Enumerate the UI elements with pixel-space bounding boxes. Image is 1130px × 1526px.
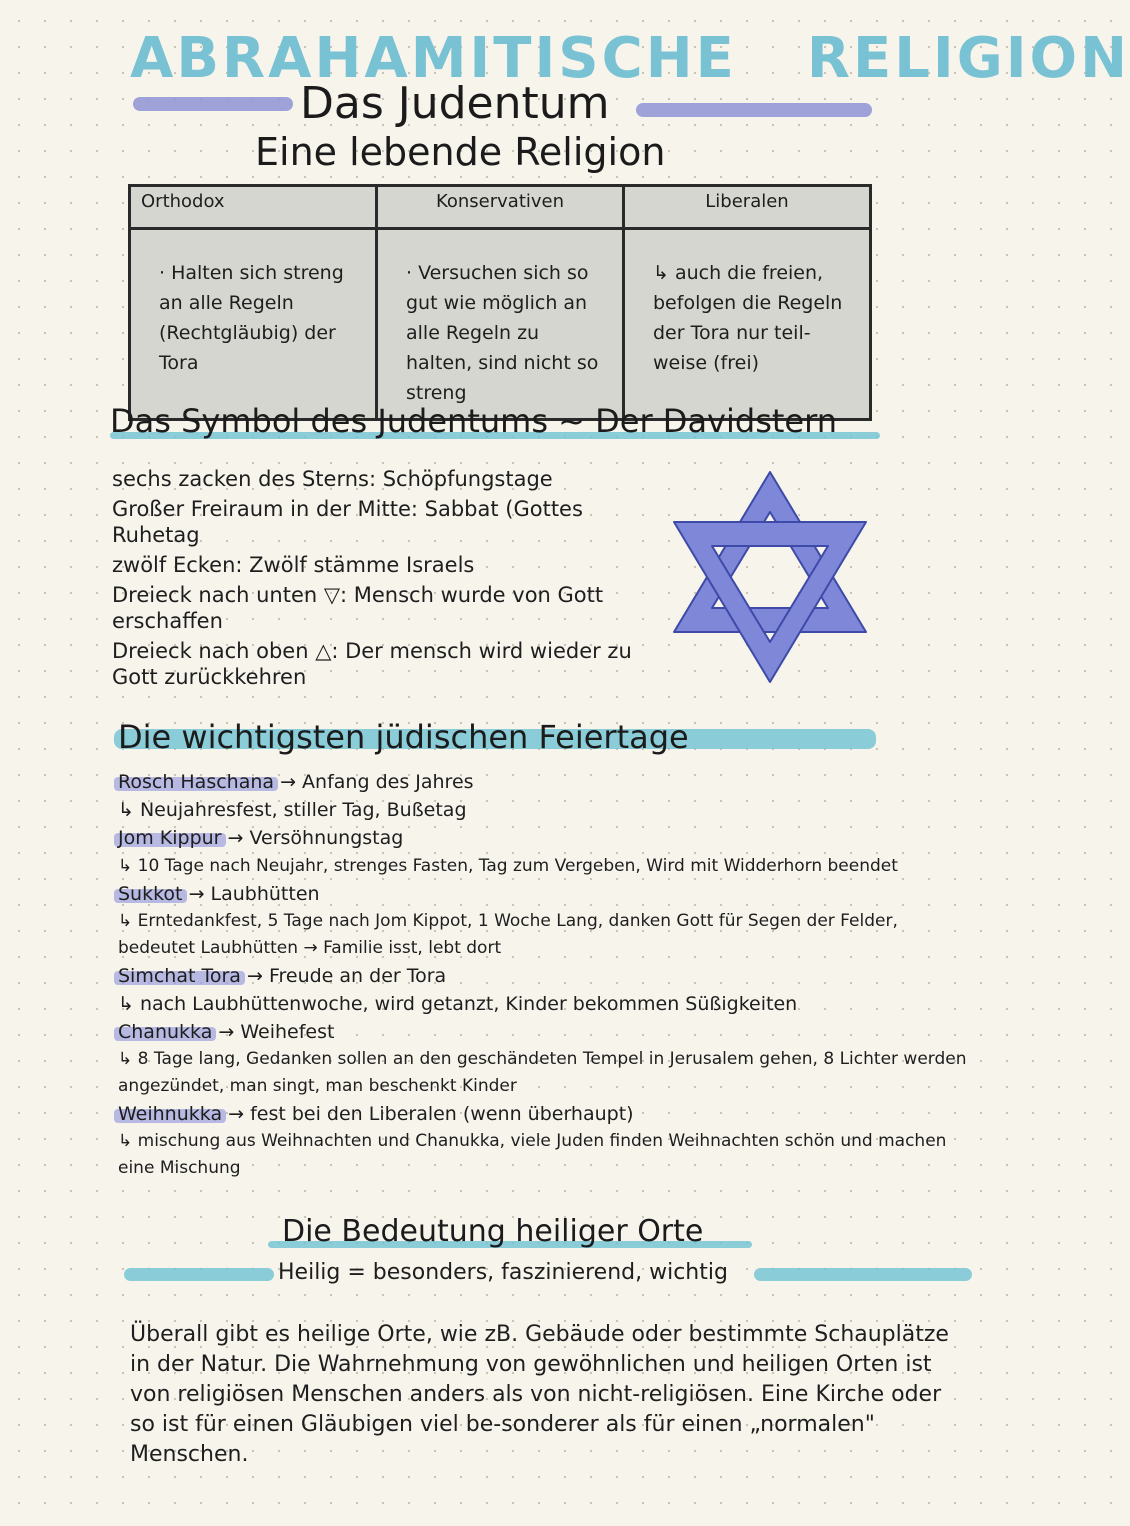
symbol-line: zwölf Ecken: Zwölf stämme Israels bbox=[112, 553, 475, 577]
symbol-heading: Das Symbol des Judentums ~ Der Davidstern bbox=[110, 402, 837, 440]
holiday-detail: ↳ Erntedankfest, 5 Tage nach Jom Kippot, 1 Woche Lang, danken Gott für Segen der Felder, bedeutet Laubhütten → Familie isst, lebt dort bbox=[118, 911, 898, 958]
header-liberalen: Liberalen bbox=[624, 186, 871, 229]
holiday-name: Jom Kippur bbox=[118, 824, 222, 852]
cell-liberalen: ↳ auch die freien, befolgen die Regeln der Tora nur teil-weise (frei) bbox=[624, 229, 871, 420]
holiday-meaning: → fest bei den Liberalen (wenn überhaupt) bbox=[228, 1103, 634, 1125]
symbol-list bbox=[112, 466, 652, 690]
title-left: ABRAHAMITISCHE bbox=[130, 26, 737, 91]
holiday-meaning: → Anfang des Jahres bbox=[280, 771, 474, 793]
holiday-name: Rosch Haschana bbox=[118, 768, 274, 796]
holiday-meaning: → Weihefest bbox=[218, 1021, 335, 1043]
title-right: RELIGION bbox=[806, 26, 1130, 91]
holiday-meaning: → Freude an der Tora bbox=[246, 965, 447, 987]
holiday-detail: ↳ Neujahresfest, stiller Tag, Bußetag bbox=[118, 799, 467, 821]
highlight-bar-left bbox=[133, 97, 293, 111]
holiday-detail: ↳ 8 Tage lang, Gedanken sollen an den geschändeten Tempel in Jerusalem gehen, 8 Lichter werden angezündet, man singt, man beschenkt Kinder bbox=[118, 1049, 967, 1096]
symbol-line: Großer Freiraum in der Mitte: Sabbat (Gottes Ruhetag bbox=[112, 497, 583, 547]
symbol-line: Dreieck nach unten ▽: Mensch wurde von Gott erschaffen bbox=[112, 583, 604, 633]
places-bar-left bbox=[124, 1268, 274, 1281]
symbol-line: Dreieck nach oben △: Der mensch wird wieder zu Gott zurückkehren bbox=[112, 639, 632, 689]
holiday-name: Weihnukka bbox=[118, 1100, 222, 1128]
holiday-item bbox=[118, 1018, 998, 1046]
header-orthodox: Orthodox bbox=[130, 186, 377, 229]
holiday-item bbox=[118, 962, 998, 990]
holiday-meaning: → Laubhütten bbox=[188, 883, 320, 905]
cell-konservativen: · Versuchen sich so gut wie möglich an alle Regeln zu halten, sind nicht so streng bbox=[377, 229, 624, 420]
holiday-item bbox=[118, 880, 998, 908]
holidays-heading: Die wichtigsten jüdischen Feiertage bbox=[118, 718, 689, 756]
header-konservativen: Konservativen bbox=[377, 186, 624, 229]
holiday-name: Simchat Tora bbox=[118, 962, 241, 990]
denominations-table bbox=[128, 184, 872, 421]
star-of-david-icon bbox=[670, 468, 870, 688]
holidays-list bbox=[118, 768, 998, 1182]
holiday-meaning: → Versöhnungstag bbox=[227, 827, 404, 849]
symbol-line: sechs zacken des Sterns: Schöpfungstage bbox=[112, 467, 553, 491]
holiday-name: Chanukka bbox=[118, 1018, 212, 1046]
places-subheading: Heilig = besonders, faszinierend, wichtig bbox=[278, 1260, 728, 1285]
holiday-detail: ↳ 10 Tage nach Neujahr, strenges Fasten, Tag zum Vergeben, Wird mit Widderhorn beendet bbox=[118, 856, 898, 876]
holiday-item bbox=[118, 824, 998, 852]
subtitle: Das Judentum bbox=[300, 78, 610, 129]
places-heading: Die Bedeutung heiliger Orte bbox=[282, 1214, 704, 1249]
places-paragraph: Überall gibt es heilige Orte, wie zB. Gebäude oder bestimmte Schauplätze in der Natur. Die Wahrnehmung von gewöhnlichen und heiligen Orten ist von religiösen Menschen anders als von nicht-religiösen. Eine Kirche oder so ist für einen Gläubigen viel be-sonderer als für einen „normalen" Menschen. bbox=[130, 1322, 949, 1467]
tagline: Eine lebende Religion bbox=[255, 130, 666, 174]
holiday-detail: ↳ nach Laubhüttenwoche, wird getanzt, Kinder bekommen Süßigkeiten bbox=[118, 993, 798, 1015]
highlight-bar-right bbox=[636, 103, 872, 117]
holiday-name: Sukkot bbox=[118, 880, 183, 908]
cell-orthodox: · Halten sich streng an alle Regeln (Rechtgläubig) der Tora bbox=[130, 229, 377, 420]
holiday-item bbox=[118, 768, 998, 796]
holiday-item bbox=[118, 1100, 998, 1128]
holiday-detail: ↳ mischung aus Weihnachten und Chanukka, viele Juden finden Weihnachten schön und machen eine Mischung bbox=[118, 1131, 947, 1178]
places-bar-right bbox=[754, 1268, 972, 1281]
